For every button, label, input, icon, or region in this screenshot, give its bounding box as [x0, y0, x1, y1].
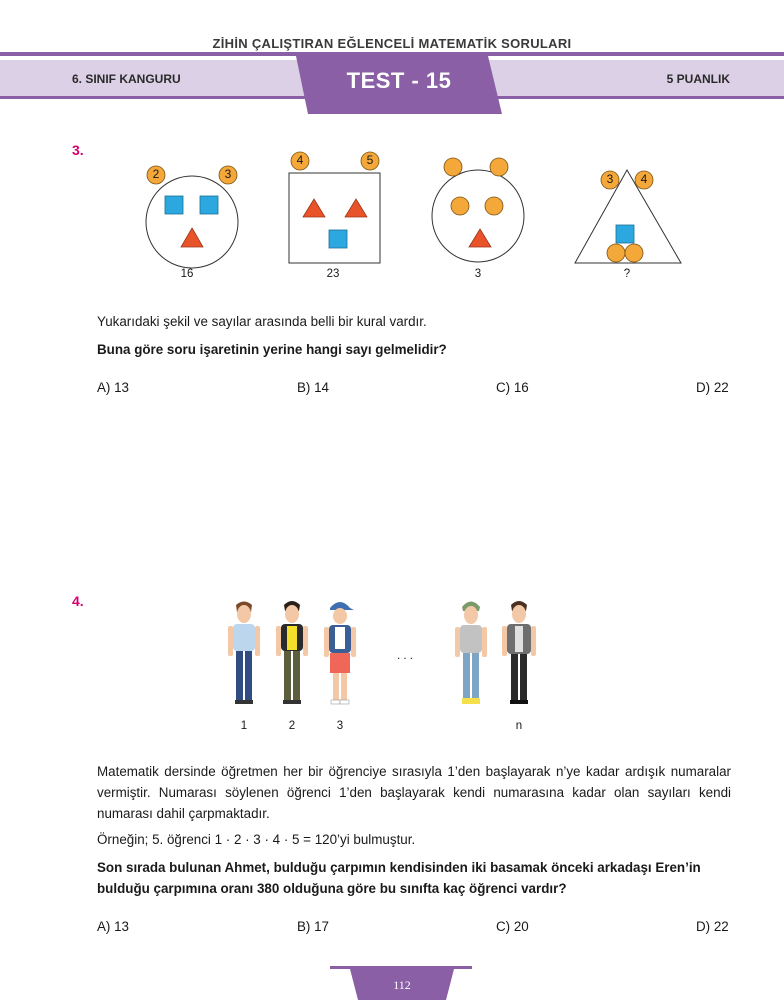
figure-4-right-value: 4 [640, 172, 648, 186]
q4-option-d[interactable]: D) 22 [696, 919, 729, 934]
student-2-label: 2 [288, 720, 296, 732]
figure-square [289, 152, 380, 263]
page-number: 112 [393, 978, 411, 992]
figure-3-result: 3 [474, 268, 482, 280]
question-3-statement: Yukarıdaki şekil ve sayılar arasında belli bir kural vardır. [97, 314, 427, 329]
question-3-prompt: Buna göre soru işaretinin yerine hangi sayı gelmelidir? [97, 342, 447, 357]
q3-option-c[interactable]: C) 16 [496, 380, 529, 395]
series-title: ZİHİN ÇALIŞTIRAN EĞLENCELİ MATEMATİK SORULARI [212, 36, 572, 51]
question-4-paragraph: Matematik dersinde öğretmen her bir öğrenciye sırasıyla 1’den başlayarak n’ye kadar ardışık numaralar vermiştir. Numarası söylenen öğrenci 1’den başlayarak kendi numarasına kadar olan sayıları kendi numarası dahil çarpmaktadır. [97, 764, 731, 821]
grade-label: 6. SINIF KANGURU [72, 72, 181, 86]
figure-2-right-value: 5 [366, 153, 374, 167]
q3-option-b[interactable]: B) 14 [297, 380, 330, 395]
q3-option-a[interactable]: A) 13 [97, 380, 130, 395]
figure-circle-1 [146, 166, 238, 268]
figure-1-result: 16 [180, 268, 194, 280]
figure-triangle [575, 170, 681, 263]
points-label: 5 PUANLIK [666, 72, 730, 86]
figure-4-left-value: 3 [606, 172, 614, 186]
q3-option-d[interactable]: D) 22 [696, 380, 729, 395]
question-4-example: Örneğin; 5. öğrenci 1 · 2 · 3 · 4 · 5 = 120’yi bulmuştur. [97, 832, 416, 847]
question-4-prompt: Son sırada bulunan Ahmet, bulduğu çarpımın kendisinden iki basamak önceki arkadaşı Eren’in bulduğu çarpımına oranı 380 olduğuna göre bu sınıfta kaç öğrenci vardır? [97, 860, 701, 896]
student-n-minus-1-figure [455, 602, 487, 705]
student-2-figure [276, 601, 308, 704]
student-1-figure [228, 602, 260, 705]
figure-4-result: ? [623, 268, 631, 280]
q4-option-b[interactable]: B) 17 [297, 919, 330, 934]
question-4-number: 4. [72, 593, 84, 609]
student-n-label: n [515, 720, 523, 732]
figure-2-left-value: 4 [296, 153, 304, 167]
figure-2-result: 23 [326, 268, 340, 280]
test-title: TEST - 15 [346, 68, 452, 93]
question-3-number: 3. [72, 142, 84, 158]
q4-option-c[interactable]: C) 20 [496, 919, 529, 934]
students-illustration [220, 600, 550, 715]
figure-1-right-value: 3 [224, 167, 232, 181]
figure-circle-2 [432, 158, 524, 262]
student-3-figure [324, 602, 356, 704]
student-n-figure [502, 601, 536, 704]
figure-1-left-value: 2 [152, 167, 160, 181]
q4-option-a[interactable]: A) 13 [97, 919, 130, 934]
student-1-label: 1 [240, 720, 248, 732]
student-3-label: 3 [336, 720, 344, 732]
students-ellipsis: . . . [397, 650, 413, 662]
question-3-figure [130, 148, 710, 288]
